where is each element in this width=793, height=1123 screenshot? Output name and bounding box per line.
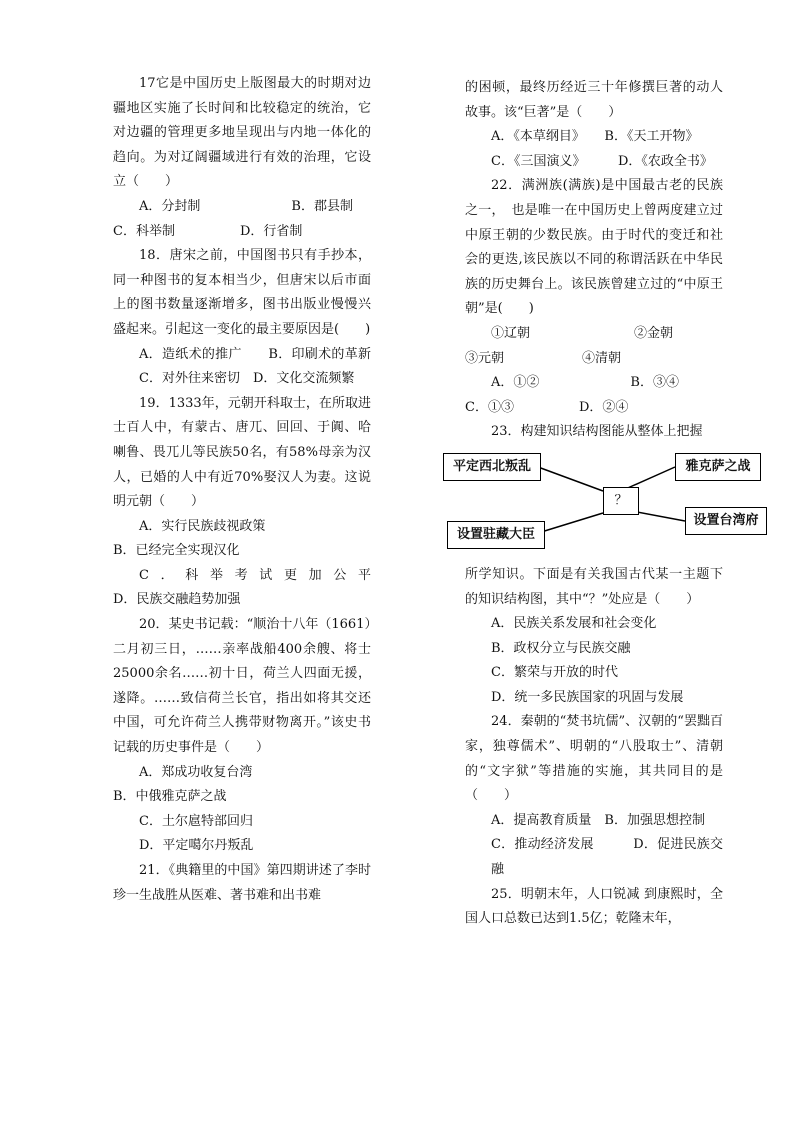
text-paragraph: 17它是中国历史上版图最大的时期对边疆地区实施了长时间和比较稳定的统治，它对边疆的管理更多地呈现出与内地一体化的趋向。为对辽阔疆域进行有效的治理，它设立（ ） bbox=[113, 76, 371, 190]
text-paragraph: A．《本草纲目》 B．《天工开物》 bbox=[491, 129, 699, 145]
text-paragraph: 21．《典籍里的中国》第四期讲述了李时珍一生战胜从医难、著书难和出书难 bbox=[113, 863, 371, 903]
text-paragraph: 25．明朝末年，人口锐减 到康熙时，全国人口总数已达到1.5亿；乾隆末年， bbox=[465, 886, 723, 927]
diagram-box-top-right: 雅克萨之战 bbox=[675, 453, 761, 481]
text-paragraph: D．平定噶尔丹叛乱 bbox=[139, 838, 254, 854]
text-paragraph: B．中俄雅克萨之战 bbox=[113, 789, 227, 805]
right-column-bottom bbox=[465, 563, 723, 932]
text-paragraph: C．①③ D．②④ bbox=[465, 399, 629, 415]
diagram-box-bottom-left: 设置驻藏大臣 bbox=[447, 521, 545, 549]
text-paragraph: 19．1333年，元朝开科取士，在所取进士百人中，有蒙古、唐兀、回回、于阗、哈喇鲁、畏兀儿等民族50名，有58%母亲为汉人，已婚的人中有近70%娶汉人为妻。这说明元朝（ ） bbox=[113, 395, 371, 510]
text-paragraph: C．繁荣与开放的时代 bbox=[491, 665, 618, 681]
right-column bbox=[452, 76, 759, 932]
text-paragraph: C．推动经济发展 D．促进民族交融 bbox=[491, 837, 723, 878]
text-paragraph: D．统一多民族国家的巩固与发展 bbox=[491, 689, 684, 705]
text-paragraph: C．土尔扈特部回归 bbox=[139, 813, 253, 829]
diagram-box-center: ？ bbox=[603, 487, 639, 515]
text-paragraph: A．分封制 B．郡县制 bbox=[139, 198, 353, 214]
text-paragraph: B．政权分立与民族交融 bbox=[491, 640, 631, 656]
left-column bbox=[113, 72, 398, 908]
diagram-box-bottom-right: 设置台湾府 bbox=[685, 507, 767, 535]
diagram-box-top-left: 平定西北叛乱 bbox=[443, 453, 541, 481]
text-paragraph: A．①② B．③④ bbox=[491, 375, 679, 391]
text-paragraph: D．民族交融趋势加强 bbox=[113, 592, 241, 608]
text-paragraph: B．已经完全实现汉化 bbox=[113, 543, 240, 559]
text-paragraph: C．科举制 D．行省制 bbox=[113, 223, 303, 239]
knowledge-structure-diagram bbox=[443, 451, 759, 557]
text-paragraph: A．民族关系发展和社会变化 bbox=[491, 616, 657, 632]
text-paragraph: 的困顿，最终历经近三十年修撰巨著的动人故事。该“巨著”是（ ） bbox=[465, 80, 723, 120]
text-paragraph: ③元朝 ④清朝 bbox=[465, 350, 622, 366]
right-column-top bbox=[465, 76, 723, 445]
text-paragraph: 所学知识。下面是有关我国古代某一主题下的知识结构图，其中“？”处应是（ ） bbox=[465, 566, 723, 607]
text-paragraph: A．实行民族歧视政策 bbox=[139, 518, 266, 534]
text-paragraph: A．提高教育质量 B．加强思想控制 bbox=[491, 812, 705, 828]
text-paragraph: 20．某史书记载：“顺治十八年（1661）二月初三日，……亲率战船400余艘、将士25000余名……初十日，荷兰人四面无援，遂降。……致信荷兰长官，指出如将其交还中国，可允许荷兰人携带财物离开。”该史书记载的历史事件是（ ） bbox=[113, 617, 371, 756]
text-paragraph: 22．满洲族(满族)是中国最古老的民族之一， 也是唯一在中国历史上曾两度建立过中原王朝的少数民族。由于时代的变迁和社会的更迭,该民族以不同的称谓活跃在中华民族的历史舞台上。该民族曾建立过的“中原王朝”是( ) bbox=[465, 178, 723, 317]
text-paragraph: C．科举考试更加公平 bbox=[139, 567, 371, 583]
text-paragraph: A．造纸术的推广 B．印刷术的革新 C．对外往来密切 D．文化交流频繁 bbox=[139, 346, 398, 387]
text-paragraph: ①辽朝 ②金朝 bbox=[491, 325, 674, 341]
text-paragraph: 18．唐宋之前，中国图书只有手抄本，同一种图书的复本相当少，但唐宋以后市面上的图书数量逐渐增多，图书出版业慢慢兴盛起来。引起这一变化的最主要原因是( ) bbox=[113, 248, 371, 337]
text-paragraph: C．《三国演义》 D．《农政全书》 bbox=[491, 153, 713, 169]
text-paragraph: A．郑成功收复台湾 bbox=[139, 764, 253, 780]
text-paragraph: 23．构建知识结构图能从整体上把握 bbox=[491, 424, 703, 440]
text-paragraph: 24．秦朝的“焚书坑儒”、汉朝的“罢黜百家，独尊儒术”、明朝的“八股取士”、清朝的“文字狱”等措施的实施，其共同目的是（ ） bbox=[465, 714, 723, 804]
